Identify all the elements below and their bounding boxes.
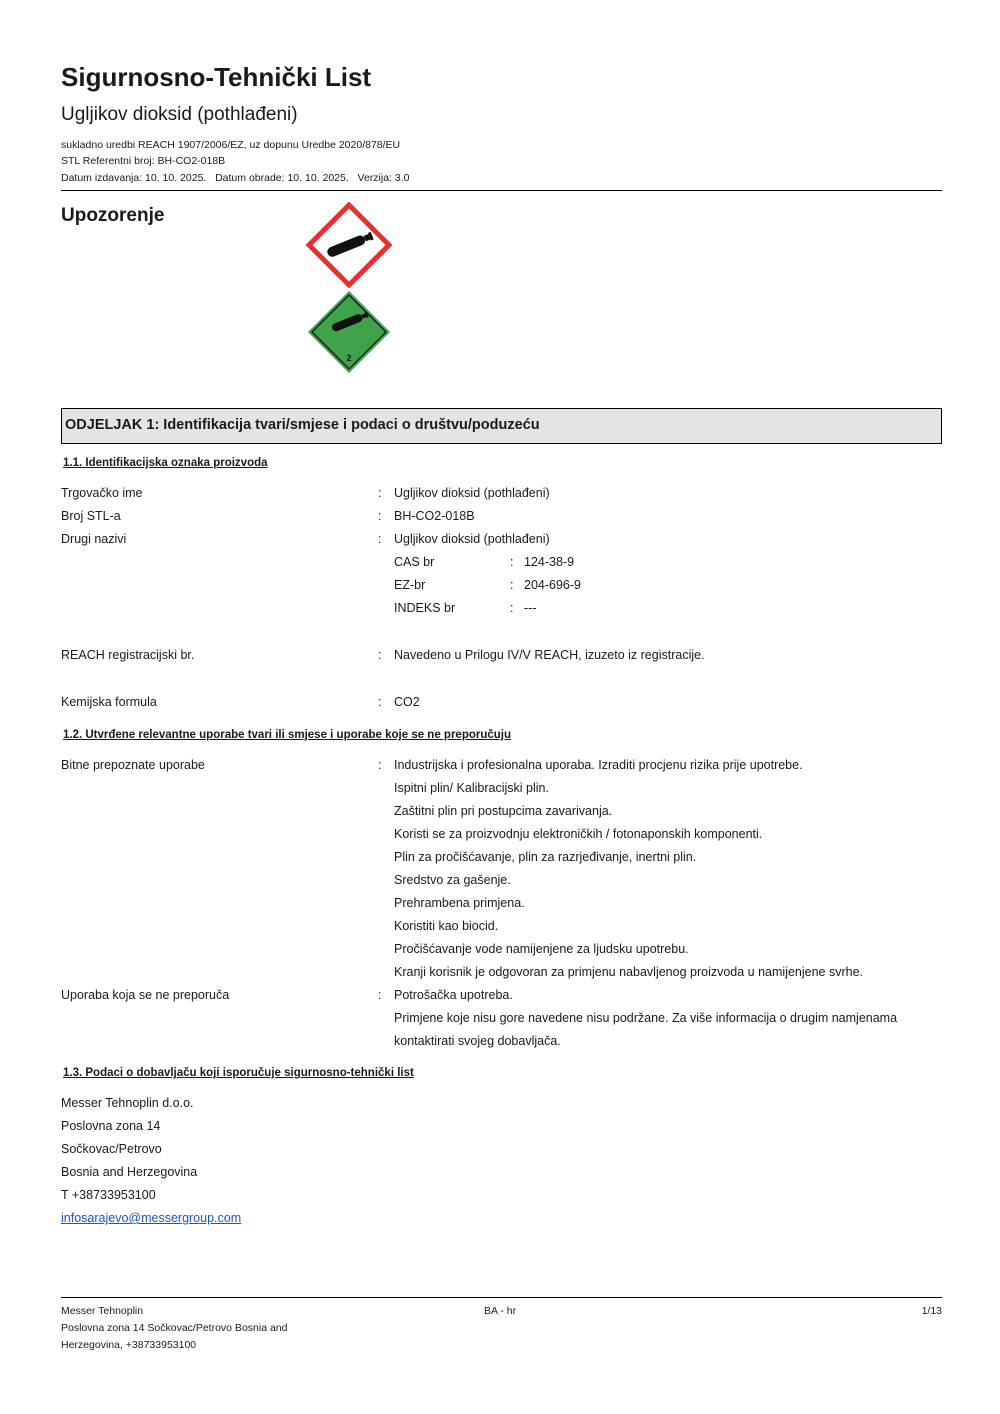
colon: : — [378, 695, 382, 709]
class-2-non-flammable-gas-icon — [306, 289, 392, 375]
gas-cylinder-ghs04-icon — [306, 202, 392, 288]
ec-value: 204-696-9 — [524, 578, 581, 592]
ec-label: EZ-br — [394, 578, 426, 592]
colon: : — [510, 555, 514, 569]
colon: : — [378, 758, 382, 772]
footer-language: BA - hr — [484, 1305, 517, 1317]
use-item: Ispitni plin/ Kalibracijski plin. — [394, 781, 549, 795]
not-recommended-item: Primjene koje nisu gore navedene nisu podržane. Za više informacija o drugim namjenama — [394, 1011, 898, 1025]
use-item: Pročišćavanje vode namijenjene za ljudsku upotrebu. — [394, 942, 689, 956]
index-label: INDEKS br — [394, 601, 456, 615]
supplier-country: Bosnia and Herzegovina — [61, 1165, 198, 1179]
colon: : — [510, 601, 514, 615]
subsection-1-2-heading: 1.2. Utvrđene relevantne uporabe tvari ili smjese i uporabe koje se ne preporučuju — [63, 729, 512, 741]
footer-company: Messer Tehnoplin — [61, 1305, 144, 1317]
trade-name-label: Trgovačko ime — [61, 486, 143, 500]
use-item: Koristi se za proizvodnju elektroničkih / fotonaponskih komponenti. — [394, 827, 763, 841]
adr-class-number: 2 — [346, 353, 352, 363]
signal-word: Upozorenje — [61, 205, 165, 226]
reach-label: REACH registracijski br. — [61, 648, 195, 662]
index-value: --- — [524, 601, 537, 615]
footer-address-line2: Herzegovina, +38733953100 — [61, 1339, 197, 1351]
colon: : — [378, 648, 382, 662]
footer-page-number: 1/13 — [921, 1305, 942, 1317]
use-item: Sredstvo za gašenje. — [394, 873, 511, 887]
header-divider — [61, 190, 942, 191]
use-item: Koristiti kao biocid. — [394, 919, 499, 933]
colon: : — [378, 988, 382, 1002]
use-item: Kranji korisnik je odgovoran za primjenu nabavljenog proizvoda u namijenjene svrhe. — [394, 965, 864, 979]
regulation-line: sukladno uredbi REACH 1907/2006/EZ, uz dopunu Uredbe 2020/878/EU — [61, 139, 401, 151]
colon: : — [510, 578, 514, 592]
section-1-heading-box — [61, 408, 942, 444]
colon: : — [378, 509, 382, 523]
section-1-heading: ODJELJAK 1: Identifikacija tvari/smjese i podaci o društvu/poduzeću — [65, 417, 540, 433]
supplier-phone: T +38733953100 — [61, 1188, 156, 1202]
not-recommended-item: kontaktirati svojeg dobavljača. — [394, 1034, 561, 1048]
supplier-email-link[interactable]: infosarajevo@messergroup.com — [61, 1211, 242, 1225]
colon: : — [378, 532, 382, 546]
other-names-value: Ugljikov dioksid (pothlađeni) — [394, 532, 550, 546]
supplier-company: Messer Tehnoplin d.o.o. — [61, 1096, 194, 1110]
sds-number-label: Broj STL-a — [61, 509, 121, 523]
subsection-1-1-heading: 1.1. Identifikacijska oznaka proizvoda — [63, 457, 268, 469]
trade-name-value: Ugljikov dioksid (pothlađeni) — [394, 486, 550, 500]
identified-uses-label: Bitne prepoznate uporabe — [61, 758, 205, 772]
cas-value: 124-38-9 — [524, 555, 575, 569]
other-names-label: Drugi nazivi — [61, 532, 127, 546]
document-title: Sigurnosno-Tehnički List — [61, 62, 372, 92]
supplier-city: Sočkovac/Petrovo — [61, 1142, 162, 1156]
dates-line: Datum izdavanja: 10. 10. 2025. Datum obrade: 10. 10. 2025. Verzija: 3.0 — [61, 172, 410, 184]
colon: : — [378, 486, 382, 500]
use-item: Zaštitni plin pri postupcima zavarivanja. — [394, 804, 613, 818]
footer-divider — [61, 1297, 942, 1298]
not-recommended-label: Uporaba koja se ne preporuča — [61, 988, 230, 1002]
formula-value: CO2 — [394, 695, 420, 709]
product-name: Ugljikov dioksid (pothlađeni) — [61, 104, 298, 125]
reference-line: STL Referentni broj: BH-CO2-018B — [61, 155, 226, 167]
supplier-street: Poslovna zona 14 — [61, 1119, 161, 1133]
sds-number-value: BH-CO2-018B — [394, 509, 475, 523]
not-recommended-item: Potrošačka upotreba. — [394, 988, 513, 1002]
formula-label: Kemijska formula — [61, 695, 157, 709]
use-item: Industrijska i profesionalna uporaba. Izraditi procjenu rizika prije upotrebe. — [394, 758, 803, 772]
reach-value: Navedeno u Prilogu IV/V REACH, izuzeto iz registracije. — [394, 648, 705, 662]
subsection-1-3-heading: 1.3. Podaci o dobavljaču koji isporučuje sigurnosno-tehnički list — [63, 1067, 414, 1079]
use-item: Plin za pročišćavanje, plin za razrjeđivanje, inertni plin. — [394, 850, 697, 864]
cas-label: CAS br — [394, 555, 435, 569]
footer-address-line1: Poslovna zona 14 Sočkovac/Petrovo Bosnia and — [61, 1322, 288, 1334]
use-item: Prehrambena primjena. — [394, 896, 525, 910]
